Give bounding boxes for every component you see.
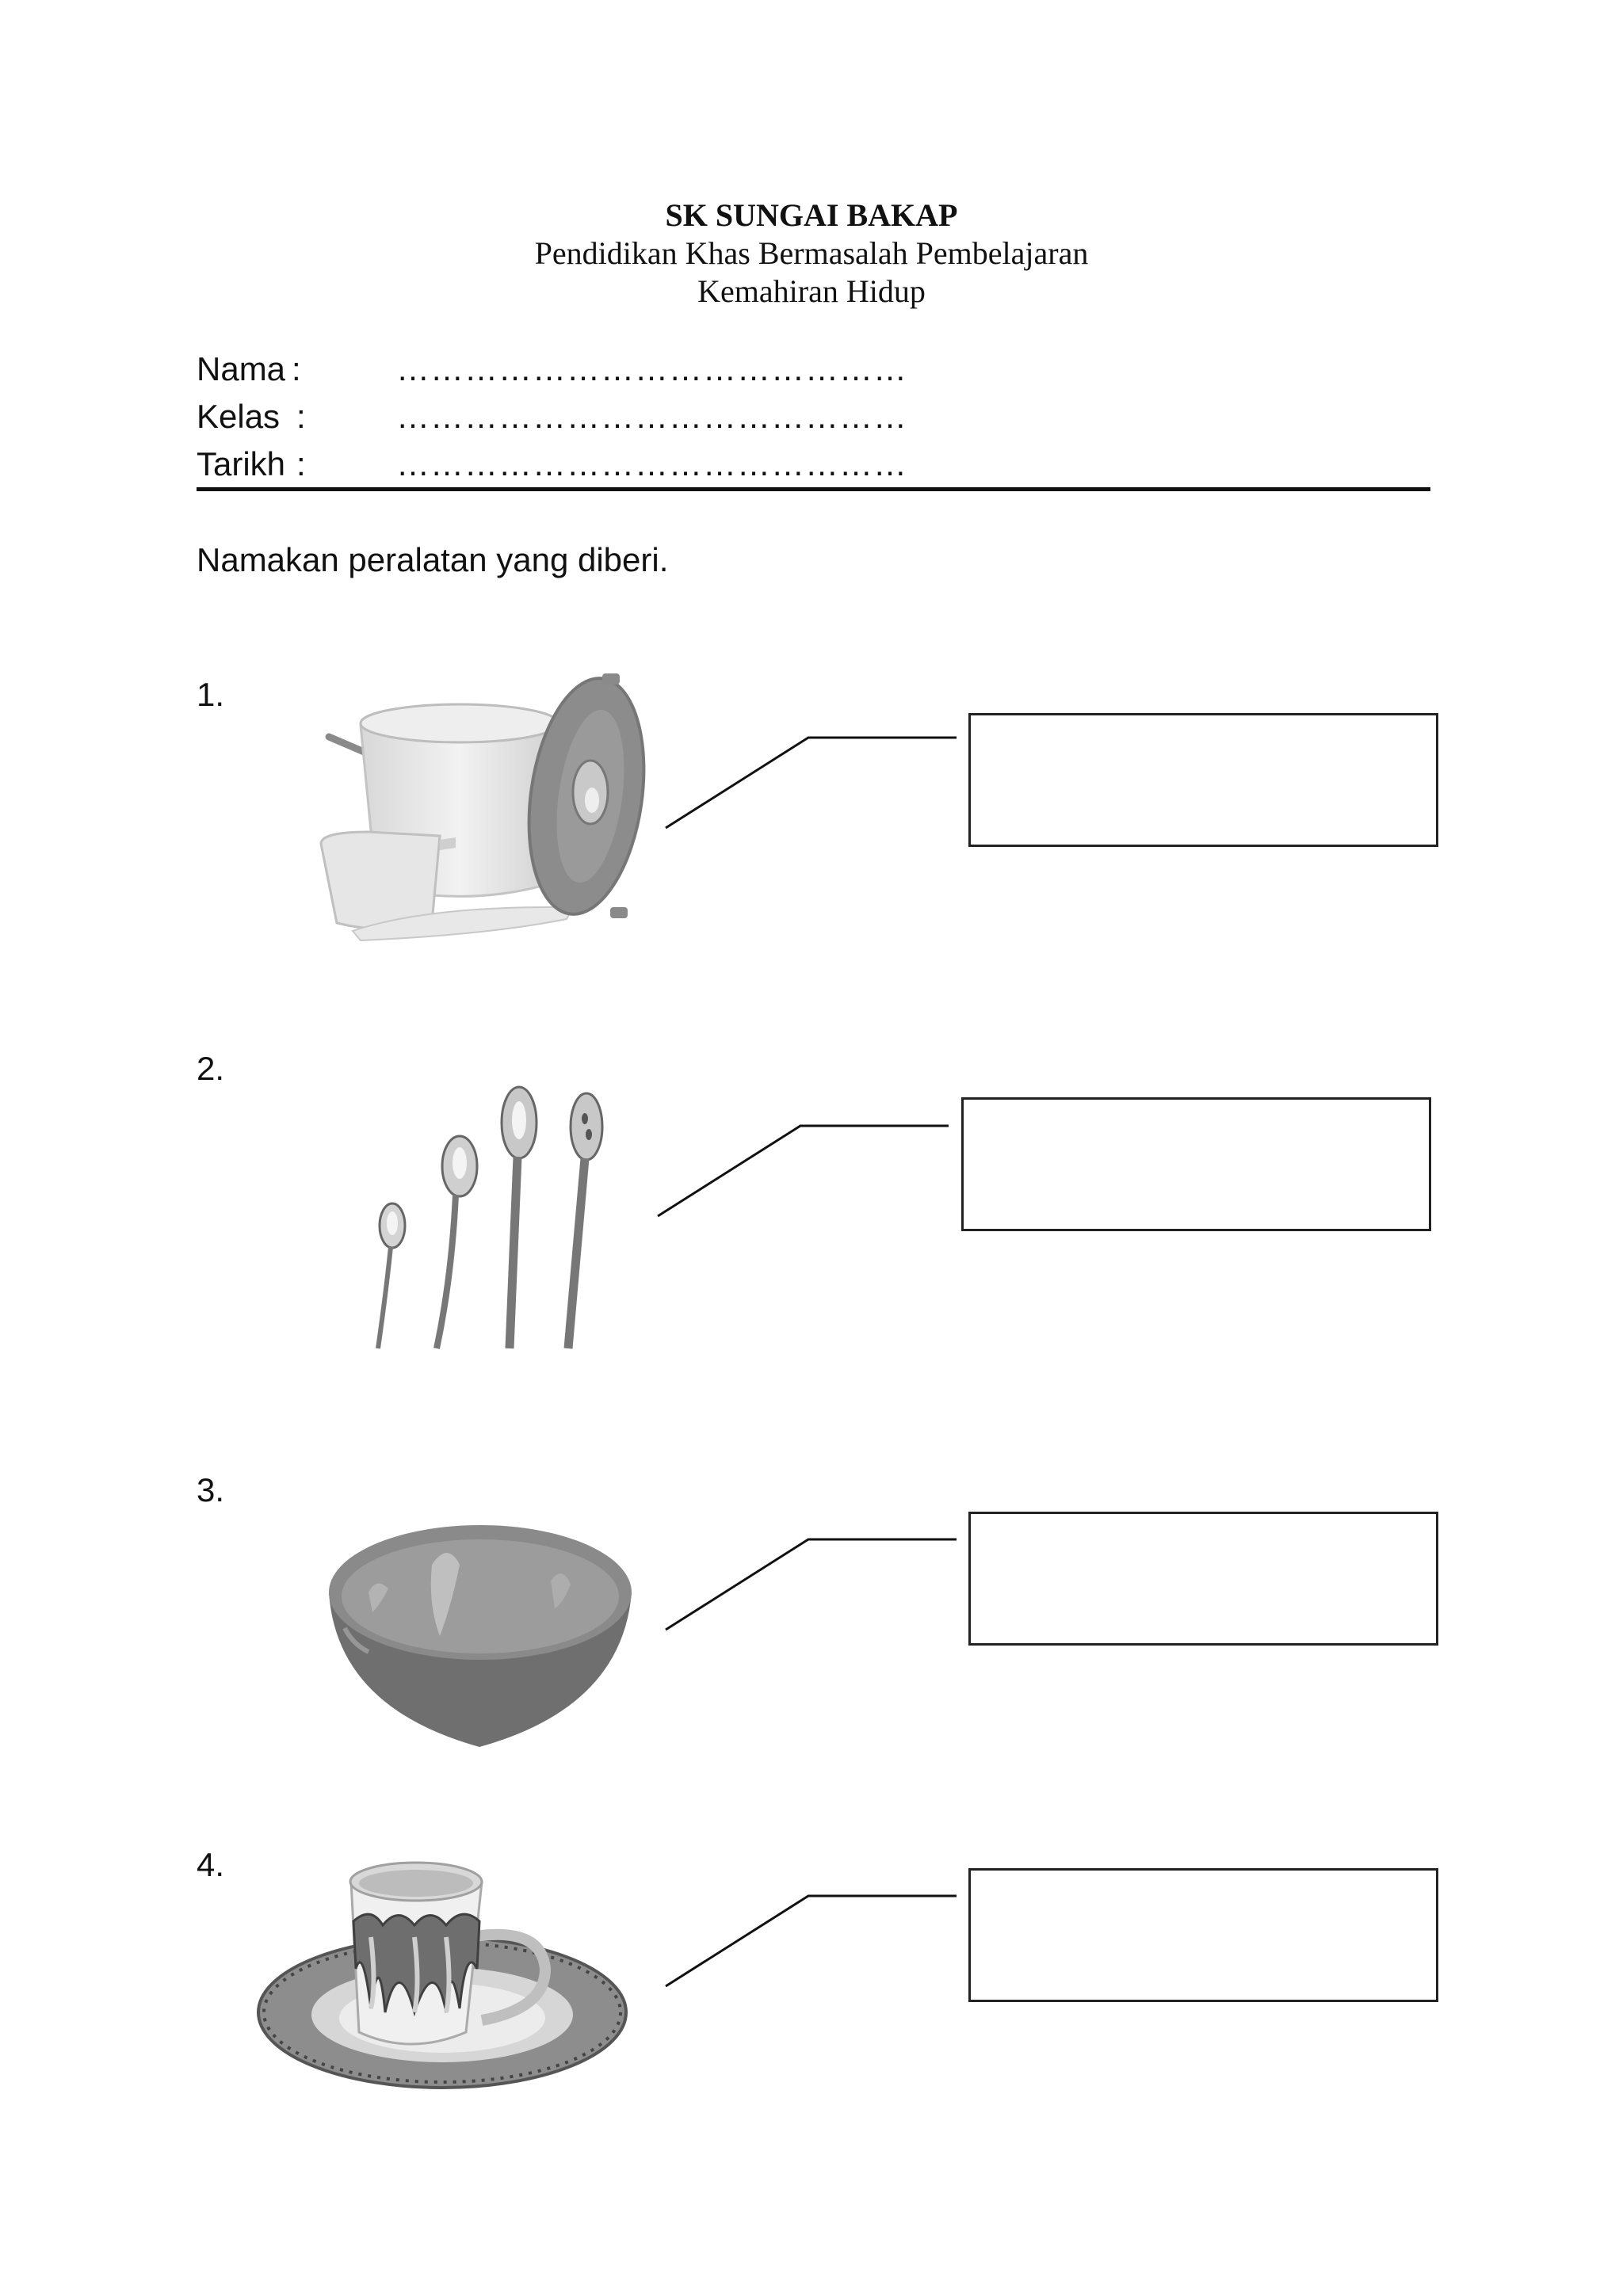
spoons-icon (361, 1079, 630, 1352)
worksheet-header (0, 196, 1623, 311)
question-2-connector (654, 1121, 955, 1224)
question-1-number: 1. (197, 676, 225, 713)
name-colon: : (292, 350, 301, 387)
class-field[interactable]: ……………………………………… (396, 398, 907, 435)
class-label: Kelas (197, 398, 281, 435)
class-colon: : (296, 398, 306, 435)
date-label: Tarikh (197, 445, 286, 482)
question-3-connector (662, 1535, 963, 1638)
bowl-icon (321, 1517, 638, 1755)
header-divider (197, 487, 1430, 491)
rice-cooker-pot-icon (313, 669, 678, 939)
cup-and-saucer-icon (252, 1850, 632, 2119)
question-4-number: 4. (197, 1846, 225, 1883)
question-1-answer-box[interactable] (968, 713, 1438, 847)
date-colon: : (296, 445, 306, 482)
program-name: Pendidikan Khas Bermasalah Pembelajaran (534, 235, 1089, 271)
name-field[interactable]: ……………………………………… (396, 350, 907, 387)
instruction-text: Namakan peralatan yang diberi. (197, 541, 669, 578)
question-1-connector (662, 733, 963, 836)
question-4-connector (662, 1891, 963, 1994)
name-label: Nama (197, 350, 286, 387)
question-3-answer-box[interactable] (968, 1512, 1438, 1646)
subject-name: Kemahiran Hidup (697, 273, 926, 309)
school-name: SK SUNGAI BAKAP (665, 197, 958, 233)
question-2-number: 2. (197, 1050, 225, 1087)
question-4-answer-box[interactable] (968, 1868, 1438, 2002)
question-2-answer-box[interactable] (961, 1097, 1431, 1231)
question-3-number: 3. (197, 1471, 225, 1508)
date-field[interactable]: ……………………………………… (396, 445, 907, 482)
